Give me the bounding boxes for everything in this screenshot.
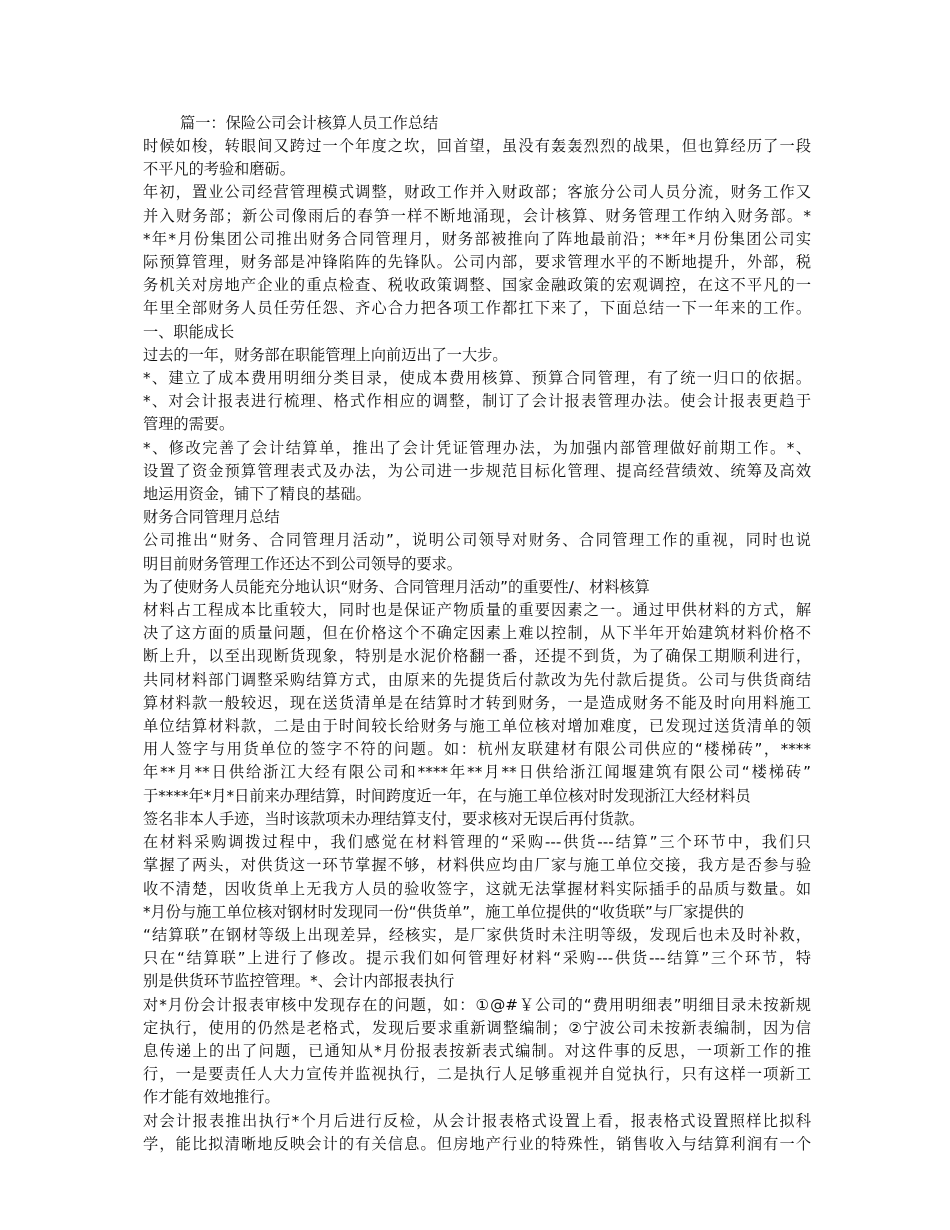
document-page (143, 112, 811, 1156)
text-line: *年*月份集团公司推出财务合同管理月，财务部被推向了阵地最前沿；**年*月份集团公司实 (143, 229, 811, 248)
paragraph (143, 994, 811, 1110)
text-line: 对会计报表推出执行*个月后进行反检，从会计报表格式设置上看，报表格式设置照样比拟科 (143, 1111, 811, 1130)
text-line: 为了使财务人员能充分地认识“财务、合同管理月活动”的重要性/、材料核算 (143, 577, 650, 596)
text-line: *、对会计报表进行梳理、格式作相应的调整，制订了会计报表管理办法。使会计报表更趋于 (143, 392, 811, 411)
paragraph (143, 344, 811, 367)
paragraph (143, 529, 811, 575)
text-line: “结算联”在钢材等级上出现差异，经核实，是厂家供货时未注明等级，发现后也未及时补救， (143, 925, 811, 944)
text-line: 单位结算材料款，二是由于时间较长给财务与施工单位核对增加难度，已发现过送货清单的领 (143, 717, 811, 736)
paragraph (143, 437, 811, 507)
text-line: 时候如梭，转眼间又跨过一个年度之坎，回首望，虽没有轰轰烈烈的战果，但也算经历了一段 (143, 137, 811, 155)
text-line: 只在“结算联”上进行了修改。提示我们如何管理好材料“采购---供货---结算”三个环节，特 (143, 949, 811, 968)
text-line: 并入财务部；新公司像雨后的春笋一样不断地涌现，会计核算、财务管理工作纳入财务部。* (143, 206, 811, 225)
paragraph (143, 831, 811, 993)
text-line: 作才能有效地推行。 (143, 1088, 280, 1107)
paragraph (143, 181, 811, 320)
text-line: *、修改完善了会计结算单，推出了会计凭证管理办法，为加强内部管理做好前期工作。*、 (143, 438, 811, 457)
text-line: 签名非本人手迹，当时该款项未办理结算支付，要求核对无误后再付货款。 (143, 809, 645, 828)
text-line: 于****年*月*日前来办理结算，时间跨度近一年，在与施工单位核对时发现浙江大经材料员 (143, 786, 751, 805)
text-line: 定执行，使用的仍然是老格式，发现后要求重新调整编制；②宁波公司未按新表编制，因为信 (143, 1018, 811, 1037)
text-line: 年里全部财务人员任劳任怨、齐心合力把各项工作都扛下来了，下面总结一下一年来的工作。 (143, 299, 811, 318)
text-line: 学，能比拟清晰地反映会计的有关信息。但房地产行业的特殊性，销售收入与结算利润有一个 (143, 1134, 811, 1153)
paragraph (143, 506, 811, 529)
text-line: 过去的一年，财务部在职能管理上向前迈出了一大步。 (143, 345, 508, 364)
text-line: 对*月份会计报表审核中发现存在的问题，如：①@#￥公司的“费用明细表”明细目录未按新规 (143, 995, 811, 1014)
text-line: 行，一是要责任人大力宣传并监视执行，二是执行人足够重视并自觉执行，只有这样一项新工 (143, 1065, 811, 1084)
paragraph (143, 390, 811, 436)
text-line: 决了这方面的质量问题，但在价格这个不确定因素上难以控制，从下半年开始建筑材料价格不 (143, 624, 811, 643)
text-line: 际预算管理，财务部是冲锋陷阵的先锋队。公司内部，要求管理水平的不断地提升，外部，税 (143, 253, 811, 272)
paragraph (143, 599, 811, 831)
text-line: *、建立了成本费用明细分类目录，使成本费用核算、预算合同管理，有了统一归口的依据。 (143, 369, 811, 388)
text-line: *月份与施工单位核对钢材时发现同一份“供货单”，施工单位提供的“收货联”与厂家提供的 (143, 902, 745, 921)
text-line: 收不清楚，因收货单上无我方人员的验收签字，这就无法掌握材料实际插手的品质与数量。如 (143, 879, 811, 898)
paragraph (143, 1110, 811, 1156)
text-line: 掌握了两头，对供货这一环节掌握不够，材料供应均由厂家与施工单位交接，我方是否参与验 (143, 856, 811, 875)
text-line: 一、职能成长 (143, 322, 235, 341)
text-line: 不平凡的考验和磨砺。 (143, 160, 295, 179)
text-line: 别是供货环节监控管理。*、会计内部报表执行 (143, 972, 455, 991)
text-line: 息传递上的出了问题，已通知从*月份报表按新表式编制。对这件事的反思，一项新工作的推 (143, 1041, 811, 1060)
text-line: 断上升，以至出现断货现象，特别是水泥价格翻一番，还提不到货，为了确保工期顺利进行， (143, 647, 811, 666)
paragraph (143, 576, 811, 599)
text-line: 年**月**日供给浙江大经有限公司和****年**月**日供给浙江闻堰建筑有限公司“楼梯砖” (143, 763, 811, 782)
text-line: 务机关对房地产企业的重点检查、税收政策调整、国家金融政策的宏观调控，在这不平凡的一 (143, 276, 811, 295)
document-body (143, 135, 811, 1156)
text-line: 明目前财务管理工作还达不到公司领导的要求。 (143, 554, 462, 573)
text-line: 在材料采购调拨过程中，我们感觉在材料管理的“采购---供货---结算”三个环节中，我们只 (143, 833, 811, 852)
text-line: 材料占工程成本比重较大，同时也是保证产物质量的重要因素之一。通过甲供材料的方式，解 (143, 601, 811, 620)
text-line: 共同材料部门调整采购结算方式，由原来的先提货后付款改为先付款后提货。公司与供货商结 (143, 670, 811, 689)
text-line: 设置了资金预算管理表式及办法，为公司进一步规范目标化管理、提高经营绩效、统筹及高效 (143, 461, 811, 480)
text-line: 公司推出“财务、合同管理月活动”，说明公司领导对财务、合同管理工作的重视，同时也说 (143, 531, 811, 550)
text-line: 用人签字与用货单位的签字不符的问题。如：杭州友联建材有限公司供应的“楼梯砖”，**** (143, 740, 811, 759)
text-line: 财务合同管理月总结 (143, 508, 280, 527)
document-title: 篇一：保险公司会计核算人员工作总结 (180, 114, 439, 132)
paragraph (143, 135, 811, 181)
paragraph (143, 321, 811, 344)
text-line: 年初，置业公司经营管理模式调整，财政工作并入财政部；客旅分公司人员分流，财务工作又 (143, 183, 811, 202)
text-line: 算材料款一般较迟，现在送货清单是在结算时才转到财务，一是造成财务不能及时向用料施工 (143, 693, 811, 712)
text-line: 地运用资金，铺下了精良的基础。 (143, 485, 371, 504)
text-line: 管理的需要。 (143, 415, 235, 434)
paragraph (143, 367, 811, 390)
